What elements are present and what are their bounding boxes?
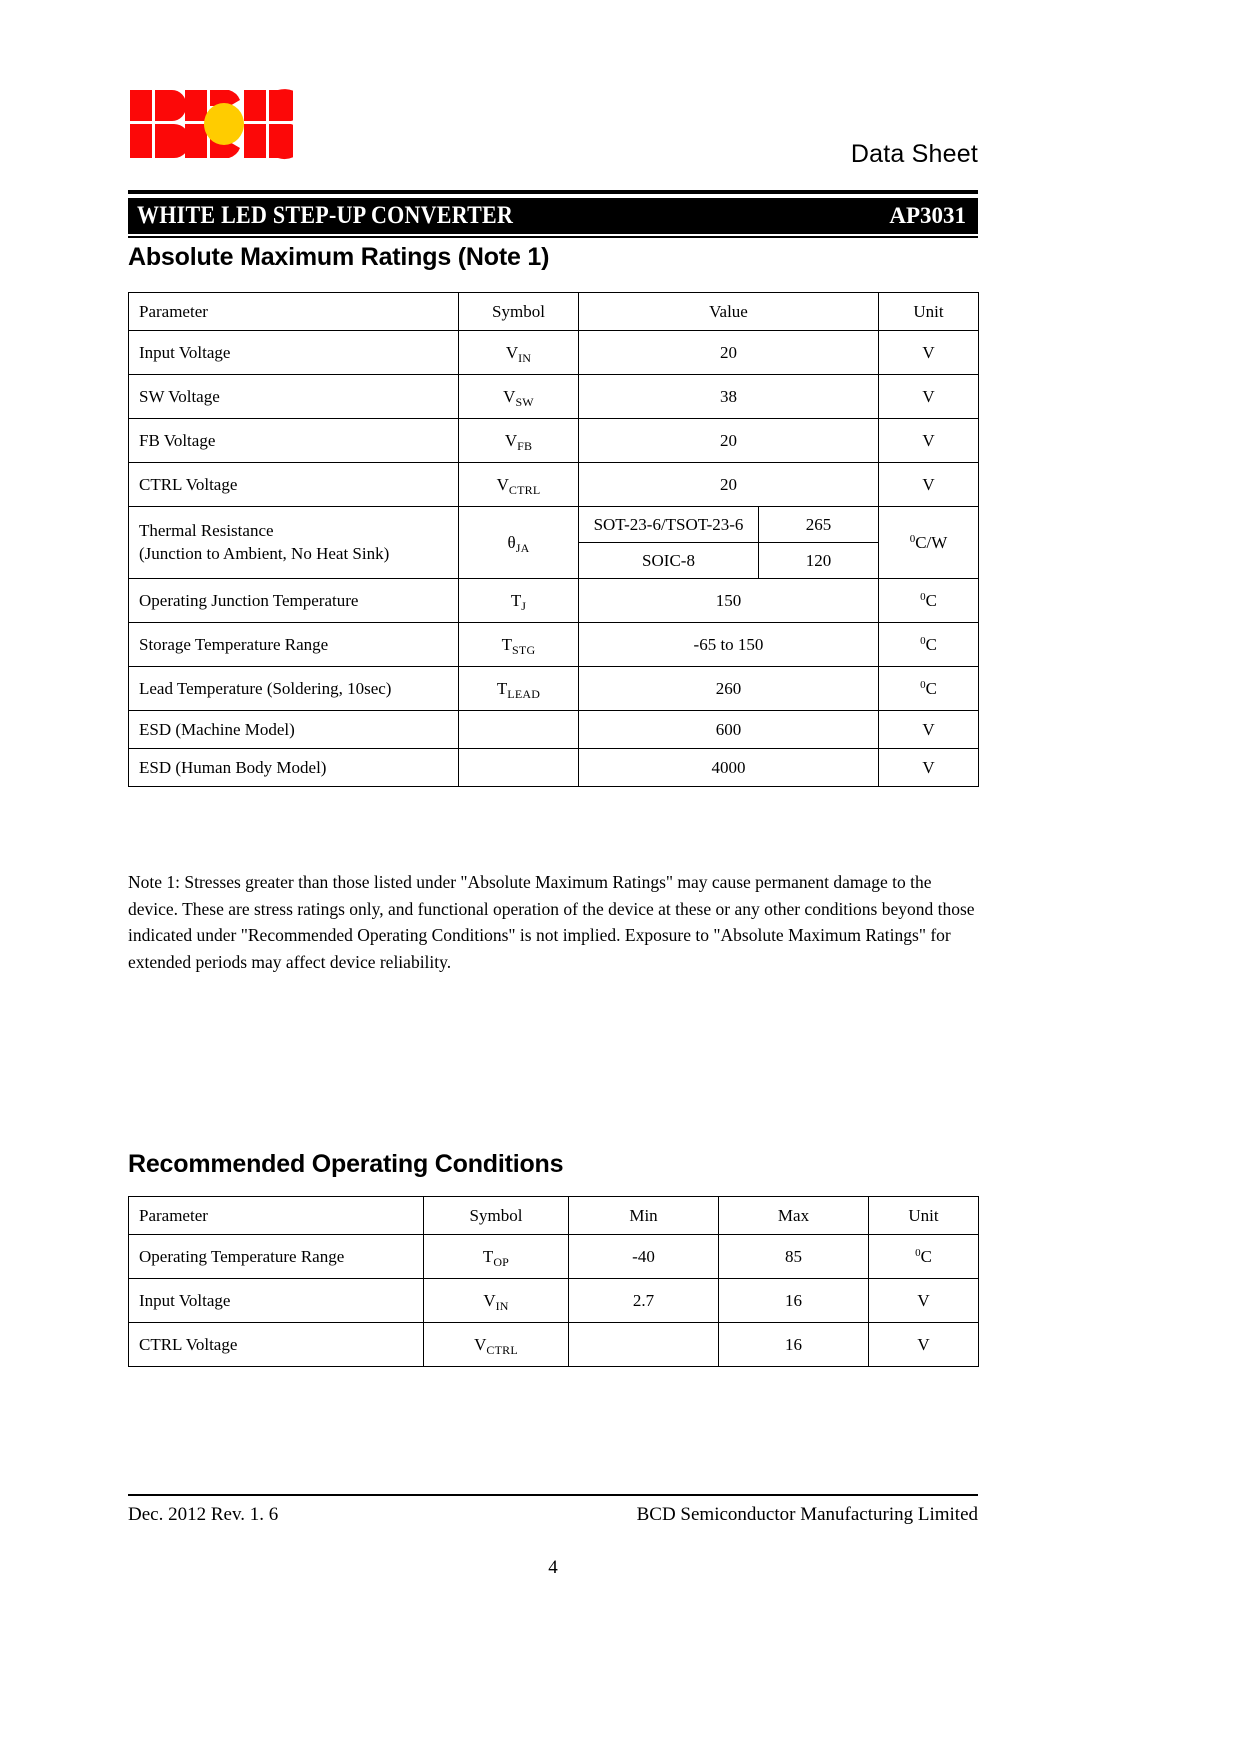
cell-unit: V (879, 749, 979, 787)
cell-unit (869, 1235, 979, 1279)
cell-unit: V (869, 1279, 979, 1323)
symbol-subscript: OP (493, 1254, 510, 1269)
symbol-subscript: LEAD (507, 686, 541, 701)
symbol-subscript: IN (495, 1298, 509, 1313)
symbol-base: V (504, 430, 518, 450)
header-divider-rule (128, 190, 978, 194)
footer-divider-rule (128, 1494, 978, 1496)
cell-symbol (459, 579, 579, 623)
note-1-paragraph: Note 1: Stresses greater than those listed under "Absolute Maximum Ratings" may cause permanent damage to the device. These are stress ratings only, and functional operation of the device at these or any other conditions beyond those indicated under "Recommended Operating Conditions" is not implied. Exposure to "Absolute Maximum Ratings" for extended periods may affect device reliability. (128, 872, 975, 972)
cell-symbol (424, 1323, 569, 1367)
table-row (129, 419, 979, 463)
symbol-base: T (482, 1246, 494, 1266)
datasheet-label: Data Sheet (850, 140, 978, 168)
cell-unit: V (879, 419, 979, 463)
table-row (129, 711, 979, 749)
cell-max: 16 (719, 1323, 869, 1367)
symbol-subscript: FB (517, 438, 533, 453)
table-row (129, 463, 979, 507)
table-row (129, 1279, 979, 1323)
absolute-maximum-ratings-table (128, 292, 979, 787)
cell-parameter: Lead Temperature (Soldering, 10sec) (129, 667, 459, 711)
cell-value: 600 (579, 711, 879, 749)
cell-unit: V (879, 463, 979, 507)
product-title: WHITE LED STEP-UP CONVERTER (137, 202, 514, 229)
cell-value: 20 (579, 419, 879, 463)
cell-unit (879, 579, 979, 623)
cell-symbol-thermal-resistance (459, 507, 579, 579)
symbol-base: T (496, 678, 508, 698)
unit-text: C (925, 678, 937, 698)
part-number: AP3031 (889, 203, 966, 228)
page-footer (128, 1504, 978, 1530)
page-header (128, 88, 978, 188)
symbol-subscript: IN (518, 350, 532, 365)
title-underline-rule (128, 236, 978, 238)
cell-parameter: Operating Junction Temperature (129, 579, 459, 623)
table-row (129, 1323, 979, 1367)
thermal-resistance-line-1: Thermal Resistance (139, 520, 274, 540)
cell-max: 16 (719, 1279, 869, 1323)
thermal-resistance-line-2: (Junction to Ambient, No Heat Sink) (139, 543, 390, 563)
table-row (129, 1235, 979, 1279)
symbol-base: V (483, 1290, 496, 1310)
footer-revision: Dec. 2012 Rev. 1. 6 (128, 1504, 279, 1525)
column-header-symbol: Symbol (424, 1197, 569, 1235)
cell-parameter: ESD (Machine Model) (129, 711, 459, 749)
cell-parameter: CTRL Voltage (129, 1323, 424, 1367)
cell-max: 85 (719, 1235, 869, 1279)
cell-parameter-thermal-resistance (129, 507, 459, 579)
column-header-min: Min (569, 1197, 719, 1235)
cell-value: 20 (579, 331, 879, 375)
symbol-base: V (474, 1334, 487, 1354)
recommended-operating-conditions-table (128, 1196, 979, 1367)
symbol-subscript: CTRL (508, 482, 541, 497)
section-heading-absolute-maximum-ratings: Absolute Maximum Ratings (Note 1) (128, 243, 550, 271)
cell-parameter: FB Voltage (129, 419, 459, 463)
symbol-base: T (501, 634, 513, 654)
degree-superscript: 0 (909, 532, 916, 545)
cell-min: -40 (569, 1235, 719, 1279)
symbol-subscript: SW (515, 394, 534, 409)
cell-symbol (424, 1235, 569, 1279)
cell-symbol (424, 1279, 569, 1323)
cell-symbol (459, 375, 579, 419)
symbol-base: V (496, 474, 509, 494)
table-row (129, 331, 979, 375)
table-row (129, 375, 979, 419)
table-header-row (129, 293, 979, 331)
column-header-parameter: Parameter (129, 1197, 424, 1235)
cell-unit: V (879, 331, 979, 375)
symbol-base: θ (507, 532, 516, 552)
cell-parameter: Storage Temperature Range (129, 623, 459, 667)
section-heading-recommended-operating-conditions: Recommended Operating Conditions (128, 1150, 564, 1178)
cell-package-name: SOT-23-6/TSOT-23-6 (579, 507, 759, 543)
cell-symbol (459, 667, 579, 711)
cell-value: 260 (579, 667, 879, 711)
column-header-unit: Unit (869, 1197, 979, 1235)
cell-unit (879, 667, 979, 711)
column-header-unit: Unit (879, 293, 979, 331)
symbol-subscript: JA (515, 540, 530, 555)
column-header-parameter: Parameter (129, 293, 459, 331)
footer-company: BCD Semiconductor Manufacturing Limited (636, 1504, 978, 1525)
cell-min (569, 1323, 719, 1367)
symbol-subscript: STG (512, 642, 536, 657)
table-row (129, 579, 979, 623)
symbol-subscript: J (521, 598, 527, 613)
cell-symbol (459, 711, 579, 749)
cell-package-name: SOIC-8 (579, 543, 759, 579)
cell-unit: V (879, 711, 979, 749)
table-row (129, 667, 979, 711)
symbol-base: V (503, 386, 516, 406)
symbol-subscript: CTRL (486, 1342, 518, 1357)
degree-superscript: 0 (920, 590, 926, 603)
degree-superscript: 0 (915, 1246, 921, 1259)
table-row (129, 623, 979, 667)
table-row (129, 749, 979, 787)
cell-parameter: CTRL Voltage (129, 463, 459, 507)
unit-text: C (925, 590, 937, 610)
bcd-logo (128, 88, 293, 160)
column-header-value: Value (579, 293, 879, 331)
cell-value: 20 (579, 463, 879, 507)
degree-superscript: 0 (920, 678, 926, 691)
page-number: 4 (548, 1557, 558, 1578)
cell-value: 4000 (579, 749, 879, 787)
cell-parameter: Input Voltage (129, 331, 459, 375)
symbol-base: V (505, 342, 519, 362)
title-bar (128, 198, 978, 234)
cell-parameter: Operating Temperature Range (129, 1235, 424, 1279)
table-row-thermal-resistance-1 (129, 507, 979, 543)
cell-value: -65 to 150 (579, 623, 879, 667)
cell-symbol (459, 623, 579, 667)
cell-parameter: Input Voltage (129, 1279, 424, 1323)
cell-parameter: SW Voltage (129, 375, 459, 419)
table-header-row (129, 1197, 979, 1235)
column-header-max: Max (719, 1197, 869, 1235)
cell-symbol (459, 749, 579, 787)
degree-superscript: 0 (920, 634, 926, 647)
column-header-symbol: Symbol (459, 293, 579, 331)
unit-text: C (925, 634, 937, 654)
unit-text: C/W (915, 532, 948, 552)
cell-package-value: 120 (759, 543, 879, 579)
cell-value: 150 (579, 579, 879, 623)
cell-value: 38 (579, 375, 879, 419)
cell-symbol (459, 419, 579, 463)
cell-unit (879, 623, 979, 667)
cell-unit-thermal-resistance (879, 507, 979, 579)
unit-text: C (920, 1246, 932, 1266)
symbol-base: T (510, 590, 522, 610)
cell-unit: V (879, 375, 979, 419)
cell-symbol (459, 463, 579, 507)
cell-unit: V (869, 1323, 979, 1367)
cell-parameter: ESD (Human Body Model) (129, 749, 459, 787)
cell-symbol (459, 331, 579, 375)
cell-package-value: 265 (759, 507, 879, 543)
cell-min: 2.7 (569, 1279, 719, 1323)
